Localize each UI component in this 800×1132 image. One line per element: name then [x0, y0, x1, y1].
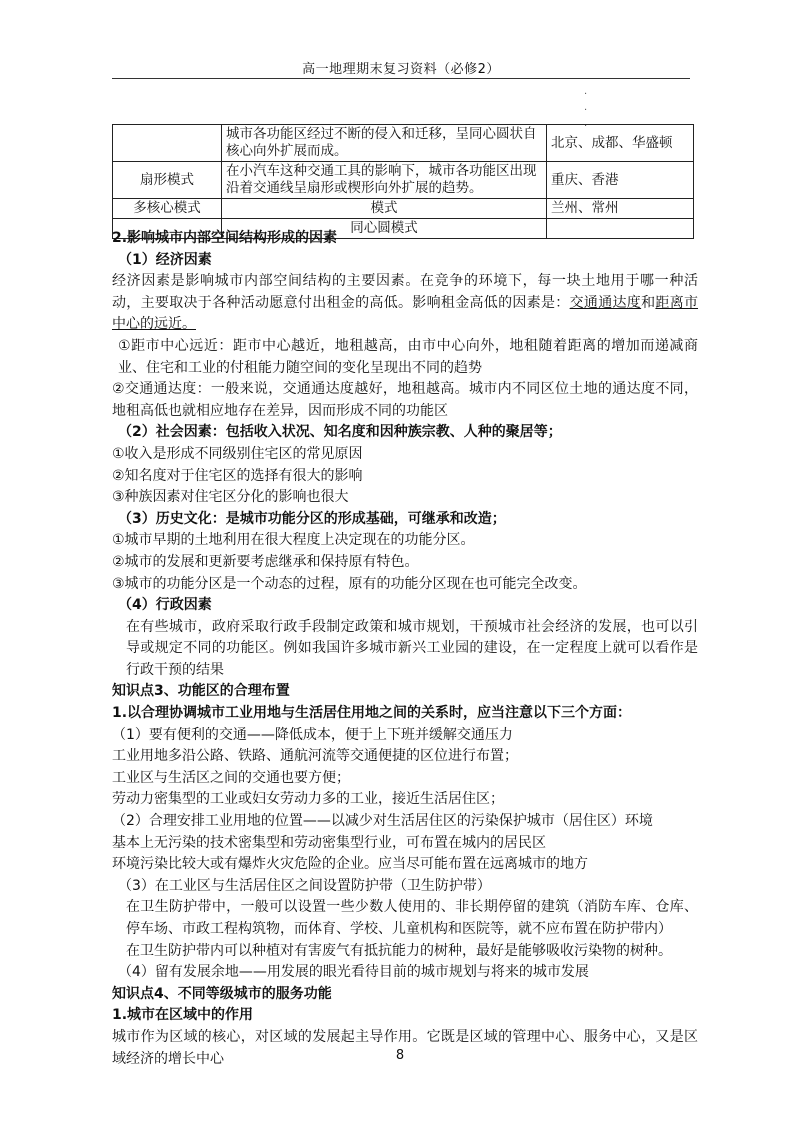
table-row — [113, 162, 694, 199]
list-item: ③城市的功能分区是一个动态的过程，原有的功能分区现在也可能完全改变。 — [112, 575, 587, 592]
list-item: ①收入是形成不同级别住宅区的常见原因 — [112, 445, 363, 462]
section-heading: 1.以合理协调城市工业用地与生活居住用地之间的关系时，应当注意以下三个方面： — [112, 705, 632, 722]
urban-structure-modes-table — [112, 124, 694, 239]
table-cell-examples: 兰州、常州 — [547, 199, 694, 219]
list-item: 环境污染比较大或有爆炸火灾危险的企业。应当尽可能布置在远离城市的地方 — [112, 856, 588, 873]
table-cell-examples: 北京、成都、华盛顿 — [547, 125, 694, 162]
list-item: 基本上无污染的技术密集型和劳动密集型行业，可布置在城内的居民区 — [112, 834, 546, 851]
header-dot: . — [584, 86, 588, 97]
page-header-title: 高一地理期末复习资料（必修2） — [302, 62, 500, 77]
list-item: ②交通通达度：一般来说，交通通达度越好，地租越高。城市内不同区位土地的通达度不同，地租高低也就相应地存在差异，因而形成不同的功能区 — [112, 381, 698, 419]
table-cell-examples: 重庆、香港 — [547, 162, 694, 199]
header-dot: . — [584, 102, 588, 113]
list-item: ①城市早期的土地利用在很大程度上决定现在的功能分区。 — [112, 532, 475, 549]
table-cell-desc: 在小汽车这种交通工具的影响下，城市各功能区出现沿着交通线呈扇形或楔形向外扩展的趋势。 — [222, 162, 547, 199]
list-item: （4）留有发展余地——用发展的眼光看待目前的城市规划与将来的城市发展 — [118, 964, 589, 981]
table-cell-desc: 同心圆模式 — [222, 219, 547, 239]
table-cell-mode: 多核心模式 — [113, 199, 222, 219]
table-cell-desc: 城市各功能区经过不断的侵入和迁移，呈同心圆状自核心向外扩展而成。 — [222, 125, 547, 162]
list-item: （2）合理安排工业用地的位置——以减少对生活居住区的污染保护城市（居住区）环境 — [112, 813, 653, 830]
table-row — [113, 125, 694, 162]
section-heading: 1.城市在区域中的作用 — [112, 1007, 254, 1024]
paragraph: 在有些城市，政府采取行政手段制定政策和城市规划，干预城市社会经济的发展，也可以引导或规定不同的功能区。例如我国许多城市新兴工业园的建设，在一定程度上就可以看作是行政干预的结果 — [126, 618, 698, 678]
paragraph: 在卫生防护带中，一般可以设置一些少数人使用的、非长期停留的建筑（消防车库、仓库、停车场、市政工程构筑物，而体育、学校、儿童机构和医院等，就不应布置在防护带内） — [126, 899, 698, 937]
subsection-heading: （1）经济因素 — [118, 251, 212, 268]
table-row — [113, 199, 694, 219]
subsection-heading: （4）行政因素 — [118, 597, 212, 614]
document-body — [112, 228, 698, 1070]
list-item: 工业区与生活区之间的交通也要方便； — [112, 769, 350, 786]
list-item: ①距市中心远近：距市中心越近，地租越高，由市中心向外，地租随着距离的增加而递减商业、住宅和工业的付租能力随空间的变化呈现出不同的趋势 — [118, 337, 698, 376]
header-rule — [112, 78, 690, 79]
list-item: （3）在工业区与生活居住区之间设置防护带（卫生防护带） — [118, 877, 491, 894]
list-item: ③种族因素对住宅区分化的影响也很大 — [112, 489, 349, 506]
knowledge-point-heading: 知识点3、功能区的合理布置 — [112, 683, 290, 700]
subsection-heading: （3）历史文化：是城市功能分区的形成基础，可继承和改造； — [118, 510, 506, 527]
paragraph — [112, 271, 698, 336]
list-item: 工业用地多沿公路、铁路、通航河流等交通便捷的区位进行布置； — [112, 748, 518, 765]
table-cell-desc: 模式 — [222, 199, 547, 219]
underlined-term: 距离市中心的远近。 — [112, 294, 699, 333]
paragraph: 城市作为区域的核心，对区域的发展起主导作用。它既是区域的管理中心、服务中心，又是区域经济的增长中心 — [112, 1028, 698, 1067]
paragraph-text: 经济因素是影响城市内部空间结构的主要因素。在竞争的环境下，每一块土地用于哪一种活动，主要取决于各种活动愿意付出租金的高低。影响租金高低的因素是： — [112, 273, 698, 311]
list-item: （1）要有便利的交通——降低成本，便于上下班并缓解交通压力 — [112, 726, 513, 743]
underlined-term: 交通通达度 — [569, 294, 642, 311]
list-item: ②知名度对于住宅区的选择有很大的影响 — [112, 467, 363, 484]
page-number: 8 — [395, 1048, 405, 1063]
subsection-heading: （2）社会因素：包括收入状况、知名度和因种族宗教、人种的聚居等； — [118, 424, 562, 441]
header-dot: . — [584, 118, 588, 129]
list-item: 劳动力密集型的工业或妇女劳动力多的工业，接近生活居住区； — [112, 791, 504, 808]
section-heading: 2.影响城市内部空间结构形成的因素 — [112, 230, 338, 246]
paragraph-text: 和 — [641, 294, 656, 311]
list-item: ②城市的发展和更新要考虑继承和保持原有特色。 — [112, 553, 419, 570]
table-cell-mode — [113, 125, 222, 162]
knowledge-point-heading: 知识点4、不同等级城市的服务功能 — [112, 985, 332, 1002]
table-cell-mode: 扇形模式 — [113, 162, 222, 199]
paragraph: 在卫生防护带内可以种植对有害废气有抵抗能力的树种，最好是能够吸收污染物的树种。 — [126, 942, 672, 959]
